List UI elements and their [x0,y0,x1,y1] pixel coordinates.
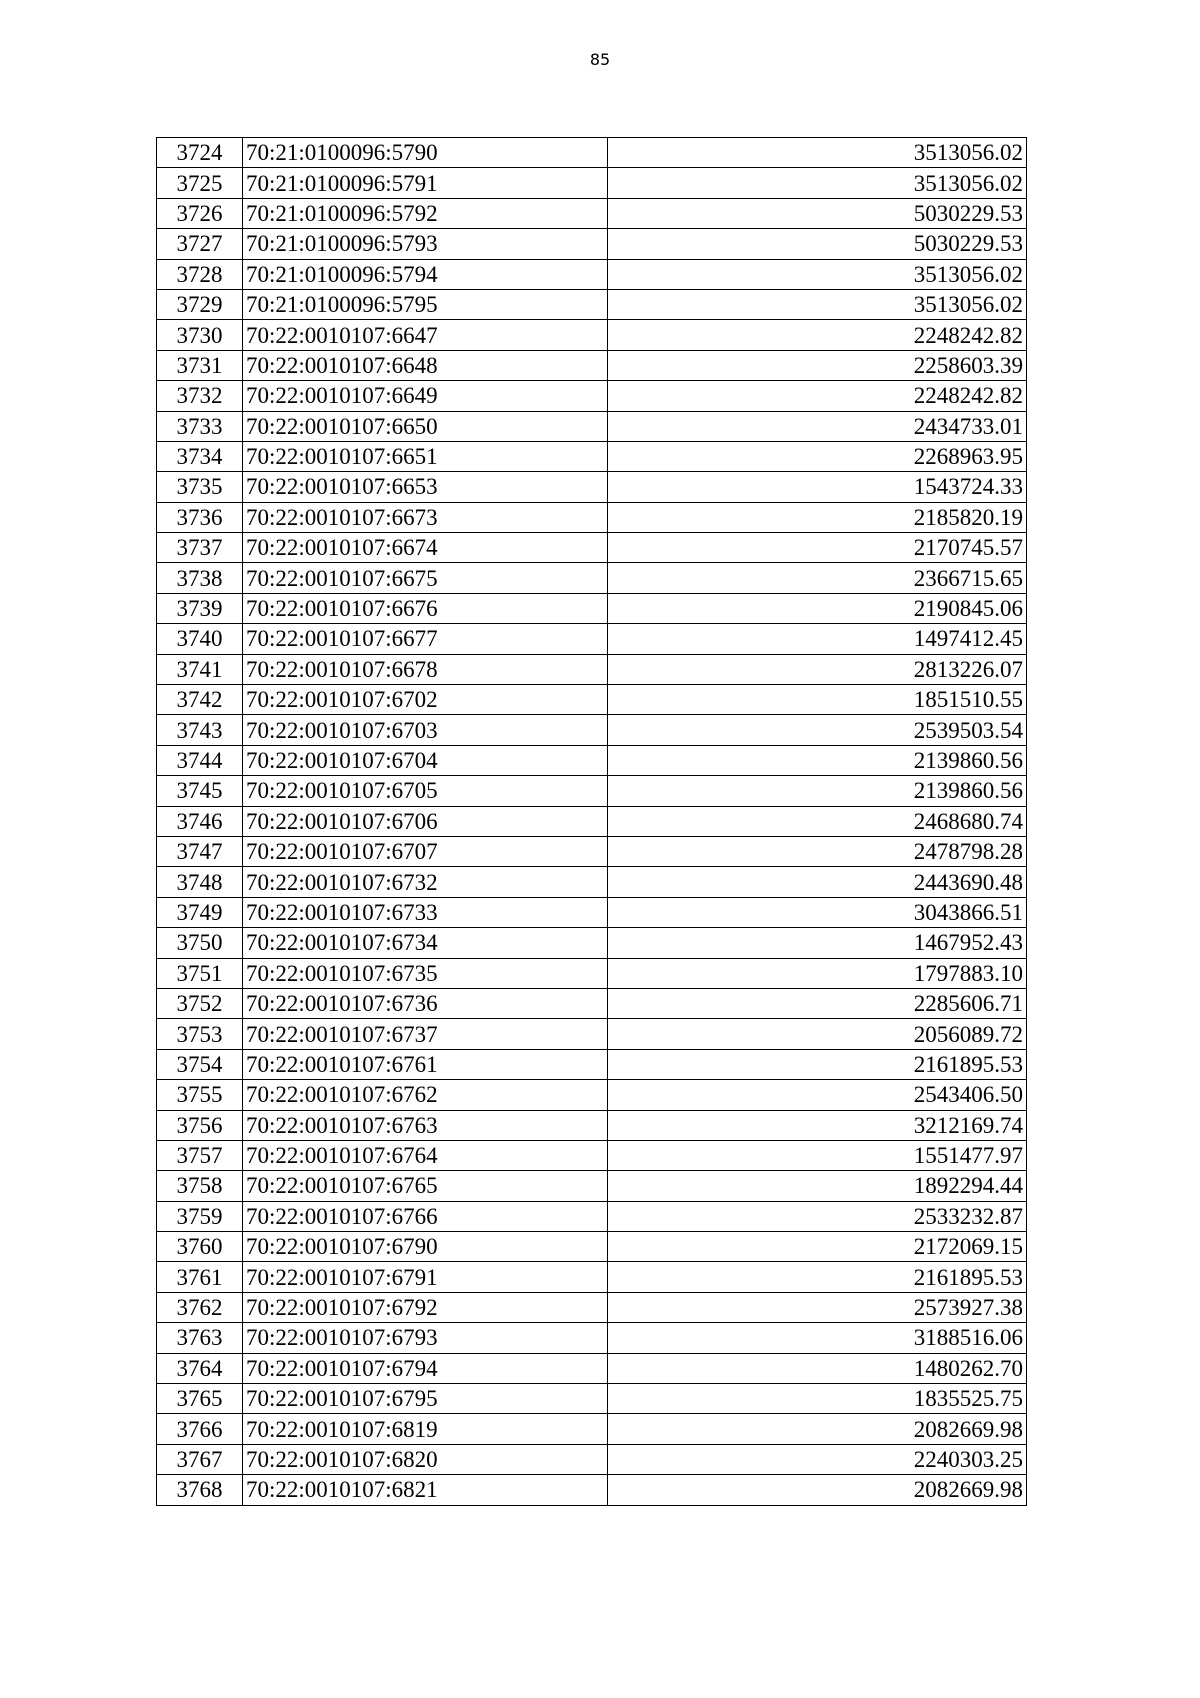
value-cell: 1797883.10 [608,958,1027,988]
row-number-cell: 3739 [157,593,243,623]
row-number-cell: 3738 [157,563,243,593]
row-number-cell: 3741 [157,654,243,684]
table-row [157,411,1027,441]
value-cell: 2161895.53 [608,1049,1027,1079]
cadastral-number-cell: 70:22:0010107:6794 [243,1353,608,1383]
row-number-cell: 3726 [157,198,243,228]
value-cell: 2813226.07 [608,654,1027,684]
table-row [157,533,1027,563]
row-number-cell: 3727 [157,229,243,259]
row-number-cell: 3735 [157,472,243,502]
cadastral-number-cell: 70:22:0010107:6705 [243,776,608,806]
row-number-cell: 3740 [157,624,243,654]
cadastral-number-cell: 70:22:0010107:6761 [243,1049,608,1079]
row-number-cell: 3758 [157,1171,243,1201]
row-number-cell: 3766 [157,1414,243,1444]
table-row [157,472,1027,502]
cadastral-number-cell: 70:22:0010107:6733 [243,897,608,927]
value-cell: 2185820.19 [608,502,1027,532]
table-row [157,563,1027,593]
row-number-cell: 3760 [157,1232,243,1262]
table-row [157,1049,1027,1079]
cadastral-number-cell: 70:22:0010107:6790 [243,1232,608,1262]
value-cell: 3043866.51 [608,897,1027,927]
table-body [157,138,1027,1506]
row-number-cell: 3759 [157,1201,243,1231]
row-number-cell: 3743 [157,715,243,745]
value-cell: 3513056.02 [608,289,1027,319]
table-row [157,1171,1027,1201]
table-row [157,1080,1027,1110]
cadastral-number-cell: 70:22:0010107:6732 [243,867,608,897]
value-cell: 2139860.56 [608,745,1027,775]
table-row [157,168,1027,198]
value-cell: 3513056.02 [608,259,1027,289]
row-number-cell: 3765 [157,1384,243,1414]
value-cell: 1892294.44 [608,1171,1027,1201]
value-cell: 2248242.82 [608,381,1027,411]
row-number-cell: 3755 [157,1080,243,1110]
value-cell: 3513056.02 [608,168,1027,198]
cadastral-number-cell: 70:22:0010107:6736 [243,988,608,1018]
cadastral-number-cell: 70:22:0010107:6792 [243,1292,608,1322]
cadastral-number-cell: 70:22:0010107:6706 [243,806,608,836]
page-number: 85 [589,50,611,69]
value-cell: 2366715.65 [608,563,1027,593]
cadastral-number-cell: 70:22:0010107:6677 [243,624,608,654]
table-row [157,198,1027,228]
table-row [157,1140,1027,1170]
value-cell: 2258603.39 [608,350,1027,380]
value-cell: 1467952.43 [608,928,1027,958]
cadastral-number-cell: 70:22:0010107:6791 [243,1262,608,1292]
table-row [157,1262,1027,1292]
value-cell: 2468680.74 [608,806,1027,836]
value-cell: 2539503.54 [608,715,1027,745]
value-cell: 2533232.87 [608,1201,1027,1231]
value-cell: 2268963.95 [608,441,1027,471]
row-number-cell: 3725 [157,168,243,198]
cadastral-number-cell: 70:22:0010107:6651 [243,441,608,471]
cadastral-number-cell: 70:22:0010107:6763 [243,1110,608,1140]
row-number-cell: 3761 [157,1262,243,1292]
cadastral-number-cell: 70:22:0010107:6650 [243,411,608,441]
value-cell: 2434733.01 [608,411,1027,441]
value-cell: 2285606.71 [608,988,1027,1018]
row-number-cell: 3754 [157,1049,243,1079]
table-row [157,1019,1027,1049]
row-number-cell: 3762 [157,1292,243,1322]
row-number-cell: 3752 [157,988,243,1018]
table-row [157,928,1027,958]
value-cell: 1851510.55 [608,685,1027,715]
row-number-cell: 3747 [157,836,243,866]
cadastral-number-cell: 70:21:0100096:5795 [243,289,608,319]
row-number-cell: 3749 [157,897,243,927]
cadastral-number-cell: 70:22:0010107:6762 [243,1080,608,1110]
cadastral-number-cell: 70:22:0010107:6649 [243,381,608,411]
cadastral-number-cell: 70:22:0010107:6648 [243,350,608,380]
value-cell: 2082669.98 [608,1475,1027,1505]
row-number-cell: 3768 [157,1475,243,1505]
value-cell: 2573927.38 [608,1292,1027,1322]
cadastral-number-cell: 70:22:0010107:6647 [243,320,608,350]
value-cell: 1551477.97 [608,1140,1027,1170]
row-number-cell: 3737 [157,533,243,563]
cadastral-number-cell: 70:22:0010107:6764 [243,1140,608,1170]
row-number-cell: 3724 [157,138,243,168]
table-row [157,624,1027,654]
table-row [157,1292,1027,1322]
table-row [157,381,1027,411]
table-row [157,1353,1027,1383]
row-number-cell: 3753 [157,1019,243,1049]
row-number-cell: 3764 [157,1353,243,1383]
cadastral-number-cell: 70:22:0010107:6704 [243,745,608,775]
value-cell: 2082669.98 [608,1414,1027,1444]
table-row [157,441,1027,471]
value-cell: 2443690.48 [608,867,1027,897]
row-number-cell: 3763 [157,1323,243,1353]
cadastral-number-cell: 70:22:0010107:6766 [243,1201,608,1231]
table-row [157,745,1027,775]
value-cell: 2240303.25 [608,1444,1027,1474]
cadastral-number-cell: 70:22:0010107:6737 [243,1019,608,1049]
row-number-cell: 3730 [157,320,243,350]
row-number-cell: 3751 [157,958,243,988]
table-row [157,685,1027,715]
table-row [157,350,1027,380]
value-cell: 1543724.33 [608,472,1027,502]
value-cell: 2170745.57 [608,533,1027,563]
table-row [157,897,1027,927]
table-row [157,259,1027,289]
cadastral-number-cell: 70:22:0010107:6819 [243,1414,608,1444]
value-cell: 5030229.53 [608,229,1027,259]
row-number-cell: 3728 [157,259,243,289]
row-number-cell: 3732 [157,381,243,411]
row-number-cell: 3756 [157,1110,243,1140]
row-number-cell: 3729 [157,289,243,319]
cadastral-number-cell: 70:22:0010107:6673 [243,502,608,532]
cadastral-number-cell: 70:22:0010107:6735 [243,958,608,988]
cadastral-number-cell: 70:22:0010107:6676 [243,593,608,623]
row-number-cell: 3731 [157,350,243,380]
cadastral-number-cell: 70:22:0010107:6675 [243,563,608,593]
cadastral-number-cell: 70:22:0010107:6765 [243,1171,608,1201]
cadastral-number-cell: 70:22:0010107:6703 [243,715,608,745]
cadastral-number-cell: 70:22:0010107:6674 [243,533,608,563]
table-row [157,1414,1027,1444]
row-number-cell: 3736 [157,502,243,532]
table-row [157,1201,1027,1231]
table-row [157,1323,1027,1353]
value-cell: 2056089.72 [608,1019,1027,1049]
cadastral-number-cell: 70:22:0010107:6678 [243,654,608,684]
table-row [157,229,1027,259]
row-number-cell: 3750 [157,928,243,958]
cadastral-number-cell: 70:22:0010107:6821 [243,1475,608,1505]
value-cell: 1497412.45 [608,624,1027,654]
cadastral-number-cell: 70:21:0100096:5794 [243,259,608,289]
cadastral-number-cell: 70:22:0010107:6707 [243,836,608,866]
cadastral-number-cell: 70:22:0010107:6702 [243,685,608,715]
table-row [157,138,1027,168]
data-table [156,137,1027,1506]
value-cell: 3212169.74 [608,1110,1027,1140]
value-cell: 2161895.53 [608,1262,1027,1292]
cadastral-number-cell: 70:21:0100096:5793 [243,229,608,259]
table-row [157,1444,1027,1474]
cadastral-number-cell: 70:22:0010107:6793 [243,1323,608,1353]
row-number-cell: 3748 [157,867,243,897]
value-cell: 2139860.56 [608,776,1027,806]
cadastral-number-cell: 70:21:0100096:5790 [243,138,608,168]
row-number-cell: 3745 [157,776,243,806]
value-cell: 2248242.82 [608,320,1027,350]
cadastral-number-cell: 70:22:0010107:6734 [243,928,608,958]
value-cell: 3513056.02 [608,138,1027,168]
table-row [157,958,1027,988]
table-row [157,715,1027,745]
cadastral-number-cell: 70:22:0010107:6795 [243,1384,608,1414]
table-row [157,867,1027,897]
value-cell: 2543406.50 [608,1080,1027,1110]
row-number-cell: 3744 [157,745,243,775]
row-number-cell: 3734 [157,441,243,471]
row-number-cell: 3746 [157,806,243,836]
table-row [157,654,1027,684]
value-cell: 2190845.06 [608,593,1027,623]
value-cell: 3188516.06 [608,1323,1027,1353]
table-row [157,1475,1027,1505]
row-number-cell: 3767 [157,1444,243,1474]
value-cell: 2478798.28 [608,836,1027,866]
table-row [157,1110,1027,1140]
cadastral-number-cell: 70:22:0010107:6653 [243,472,608,502]
cadastral-number-cell: 70:22:0010107:6820 [243,1444,608,1474]
value-cell: 1480262.70 [608,1353,1027,1383]
row-number-cell: 3733 [157,411,243,441]
value-cell: 5030229.53 [608,198,1027,228]
table-row [157,988,1027,1018]
table-row [157,1384,1027,1414]
cadastral-number-cell: 70:21:0100096:5791 [243,168,608,198]
table-row [157,320,1027,350]
value-cell: 1835525.75 [608,1384,1027,1414]
table-row [157,1232,1027,1262]
row-number-cell: 3757 [157,1140,243,1170]
table-row [157,836,1027,866]
table-row [157,593,1027,623]
value-cell: 2172069.15 [608,1232,1027,1262]
table-row [157,502,1027,532]
table-row [157,776,1027,806]
table-row [157,806,1027,836]
cadastral-number-cell: 70:21:0100096:5792 [243,198,608,228]
table-row [157,289,1027,319]
row-number-cell: 3742 [157,685,243,715]
